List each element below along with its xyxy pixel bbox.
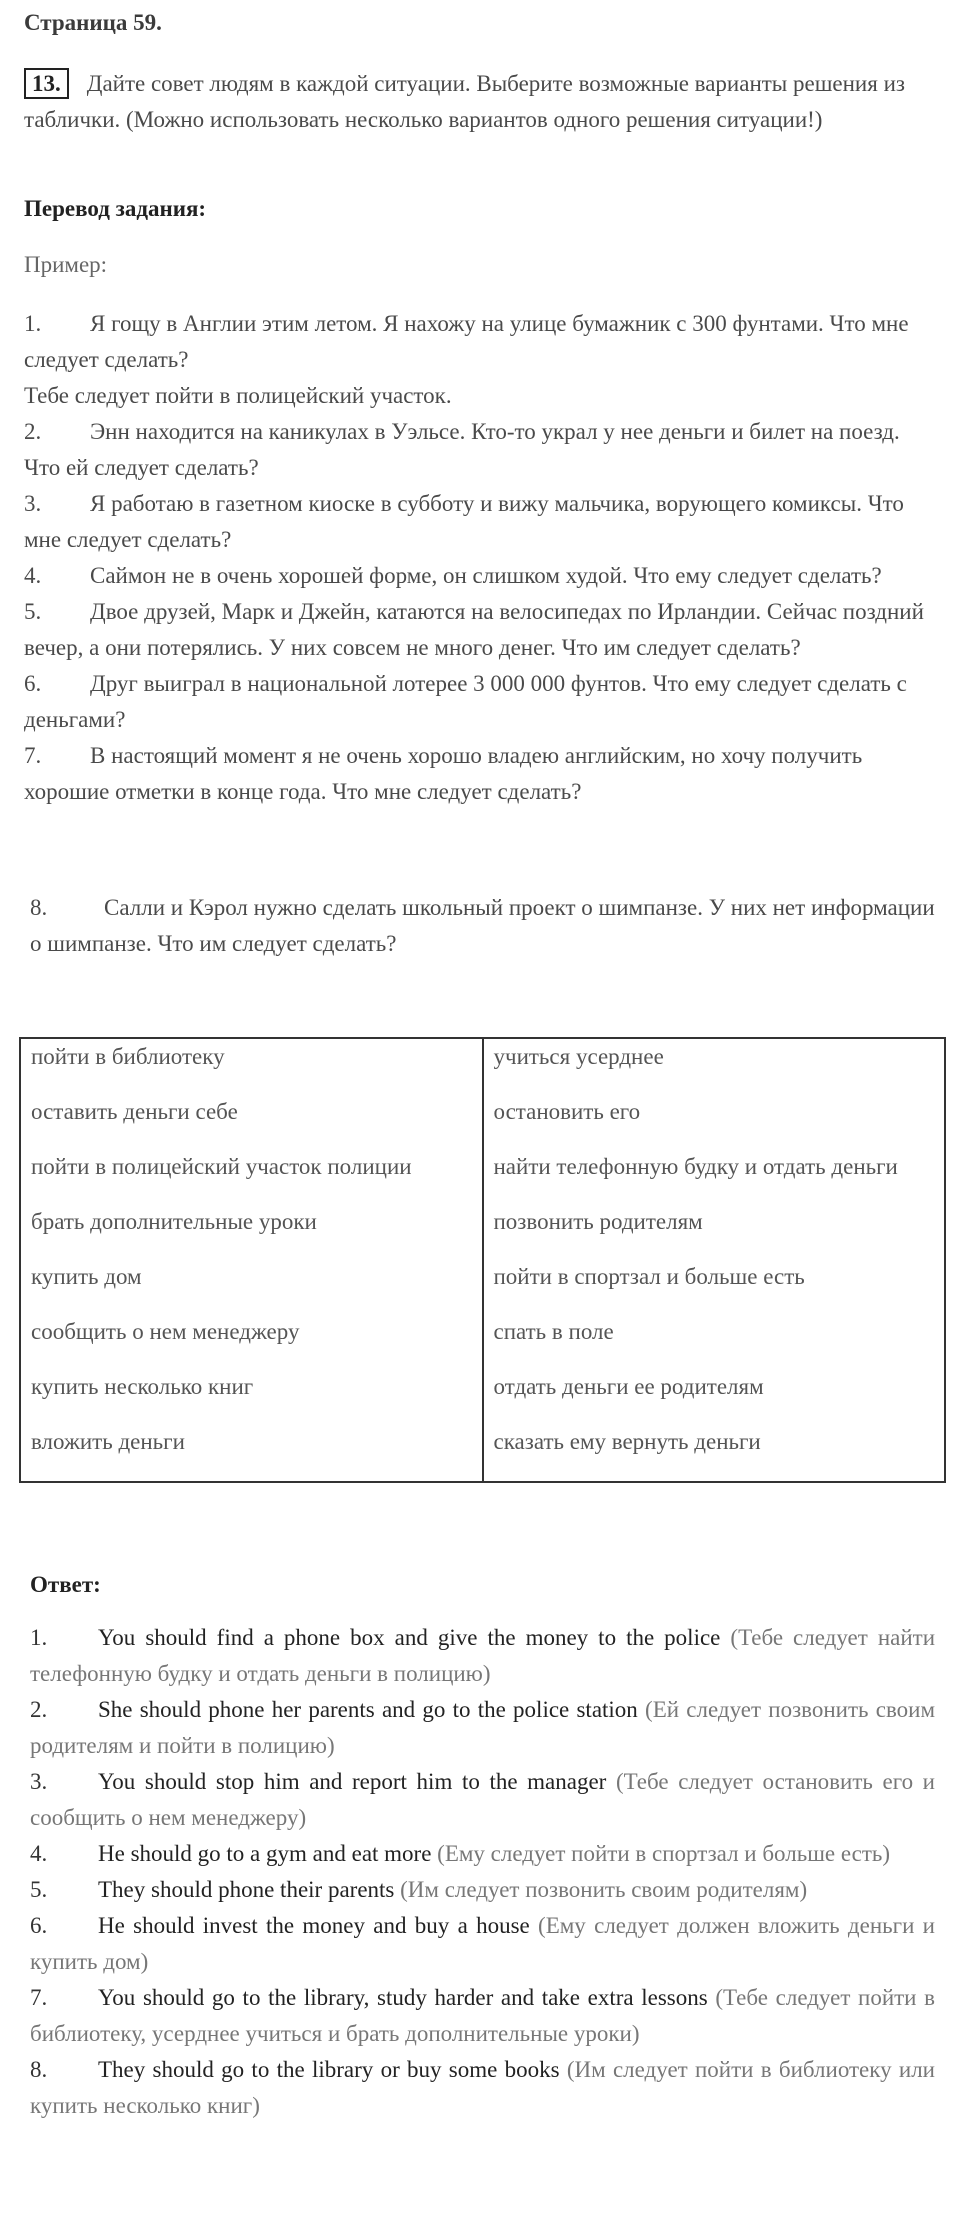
- answer-item: [30, 1872, 935, 1908]
- page-label: Страница 59.: [24, 10, 162, 35]
- answer-english: She should phone her parents and go to the police station: [98, 1697, 638, 1722]
- answer-item: [30, 1908, 935, 1980]
- answers-list: [30, 1620, 935, 2124]
- example-label: Пример:: [24, 252, 108, 277]
- table-cell: купить дом: [20, 1259, 483, 1314]
- answer-english: They should phone their parents: [98, 1877, 395, 1902]
- list-item: [24, 414, 934, 486]
- item-number: 1.: [24, 311, 42, 336]
- answer-number: 3.: [30, 1769, 48, 1794]
- list-item: [24, 306, 934, 378]
- item-number: 7.: [24, 743, 42, 768]
- answer-english: He should invest the money and buy a house: [98, 1913, 530, 1938]
- table-cell: купить несколько книг: [20, 1369, 483, 1424]
- task-number-box: 13.: [24, 68, 69, 99]
- answer-number: 5.: [30, 1877, 48, 1902]
- table-cell: сообщить о нем менеджеру: [20, 1314, 483, 1369]
- list-item: [24, 594, 934, 666]
- list-item: [24, 666, 934, 738]
- answer-item: [30, 1836, 935, 1872]
- list-item: [30, 890, 940, 962]
- task-instruction: [24, 66, 934, 138]
- table-cell: спать в поле: [483, 1314, 946, 1369]
- answer-english: You should stop him and report him to the manager: [98, 1769, 607, 1794]
- table-row: [20, 1424, 945, 1482]
- table-cell: найти телефонную будку и отдать деньги: [483, 1149, 946, 1204]
- item-text: Я гощу в Англии этим летом. Я нахожу на улице бумажник с 300 фунтами. Что мне следует сделать?: [24, 311, 909, 372]
- item-text: Друг выиграл в национальной лотерее 3 000 000 фунтов. Что ему следует сделать с деньгами?: [24, 671, 907, 732]
- list-item: [24, 486, 934, 558]
- situations-list: [24, 306, 934, 810]
- answer-item: [30, 2052, 935, 2124]
- table-cell: пойти в библиотеку: [20, 1038, 483, 1094]
- answer-translation: (Им следует пойти в библиотеку или купить несколько книг): [30, 2057, 935, 2118]
- options-table: [19, 1037, 946, 1483]
- item-number: 5.: [24, 599, 42, 624]
- table-row: [20, 1094, 945, 1149]
- table-cell: отдать деньги ее родителям: [483, 1369, 946, 1424]
- table-row: [20, 1314, 945, 1369]
- answer-translation: (Тебе следует остановить его и сообщить о нем менеджеру): [30, 1769, 935, 1830]
- answer-translation: (Ему следует должен вложить деньги и купить дом): [30, 1913, 935, 1974]
- table-cell: позвонить родителям: [483, 1204, 946, 1259]
- item-text: Двое друзей, Марк и Джейн, катаются на велосипедах по Ирландии. Сейчас поздний вечер, а они потерялись. У них совсем не много денег. Что им следует сделать?: [24, 599, 924, 660]
- answer-number: 7.: [30, 1985, 48, 2010]
- table-cell: учиться усерднее: [483, 1038, 946, 1094]
- answer-english: He should go to a gym and eat more: [98, 1841, 432, 1866]
- table-row: [20, 1038, 945, 1094]
- answer-translation: (Им следует позвонить своим родителям): [400, 1877, 808, 1902]
- item-number: 2.: [24, 419, 42, 444]
- item-text: Я работаю в газетном киоске в субботу и вижу мальчика, ворующего комиксы. Что мне следует сделать?: [24, 491, 904, 552]
- answer-translation: (Тебе следует пойти в библиотеку, усерднее учиться и брать дополнительные уроки): [30, 1985, 935, 2046]
- list-item: [24, 738, 934, 810]
- answer-number: 6.: [30, 1913, 48, 1938]
- answer-translation: (Ей следует позвонить своим родителям и пойти в полицию): [30, 1697, 936, 1758]
- table-cell: оставить деньги себе: [20, 1094, 483, 1149]
- answer-number: 1.: [30, 1625, 48, 1650]
- table-cell: сказать ему вернуть деньги: [483, 1424, 946, 1482]
- table-cell: остановить его: [483, 1094, 946, 1149]
- answer-heading: Ответ:: [30, 1572, 101, 1597]
- table-row: [20, 1204, 945, 1259]
- item-text: Тебе следует пойти в полицейский участок.: [24, 383, 452, 408]
- task-text: Дайте совет людям в каждой ситуации. Выберите возможные варианты решения из таблички. (Можно использовать несколько вариантов одного решения ситуации!): [24, 71, 905, 132]
- answer-item: [30, 1692, 935, 1764]
- item-text: Салли и Кэрол нужно сделать школьный проект о шимпанзе. У них нет информации о шимпанзе. Что им следует сделать?: [30, 895, 935, 956]
- table-row: [20, 1369, 945, 1424]
- answer-translation: (Тебе следует найти телефонную будку и отдать деньги в полицию): [30, 1625, 936, 1686]
- table-row: [20, 1149, 945, 1204]
- item-text: В настоящий момент я не очень хорошо владею английским, но хочу получить хорошие отметки в конце года. Что мне следует сделать?: [24, 743, 863, 804]
- table-cell: брать дополнительные уроки: [20, 1204, 483, 1259]
- item-number: 6.: [24, 671, 42, 696]
- list-item: [24, 558, 934, 594]
- table-cell: пойти в спортзал и больше есть: [483, 1259, 946, 1314]
- item-number: 4.: [24, 563, 42, 588]
- answer-number: 2.: [30, 1697, 48, 1722]
- answer-translation: (Ему следует пойти в спортзал и больше есть): [437, 1841, 891, 1866]
- table-cell: вложить деньги: [20, 1424, 483, 1482]
- answer-english: They should go to the library or buy some books: [98, 2057, 560, 2082]
- list-item: [24, 378, 934, 414]
- answer-english: You should go to the library, study harder and take extra lessons: [98, 1985, 708, 2010]
- item-number: 3.: [24, 491, 42, 516]
- translation-heading: Перевод задания:: [24, 196, 207, 221]
- answer-number: 8.: [30, 2057, 48, 2082]
- answer-item: [30, 1620, 935, 1692]
- item-text: Саймон не в очень хорошей форме, он слишком худой. Что ему следует сделать?: [90, 563, 882, 588]
- answer-english: You should find a phone box and give the money to the police: [98, 1625, 721, 1650]
- table-cell: пойти в полицейский участок полиции: [20, 1149, 483, 1204]
- item-text: Энн находится на каникулах в Уэльсе. Кто-то украл у нее деньги и билет на поезд. Что ей следует сделать?: [24, 419, 900, 480]
- answer-item: [30, 1764, 935, 1836]
- answer-item: [30, 1980, 935, 2052]
- item-number: 8.: [30, 895, 48, 920]
- answer-number: 4.: [30, 1841, 48, 1866]
- table-row: [20, 1259, 945, 1314]
